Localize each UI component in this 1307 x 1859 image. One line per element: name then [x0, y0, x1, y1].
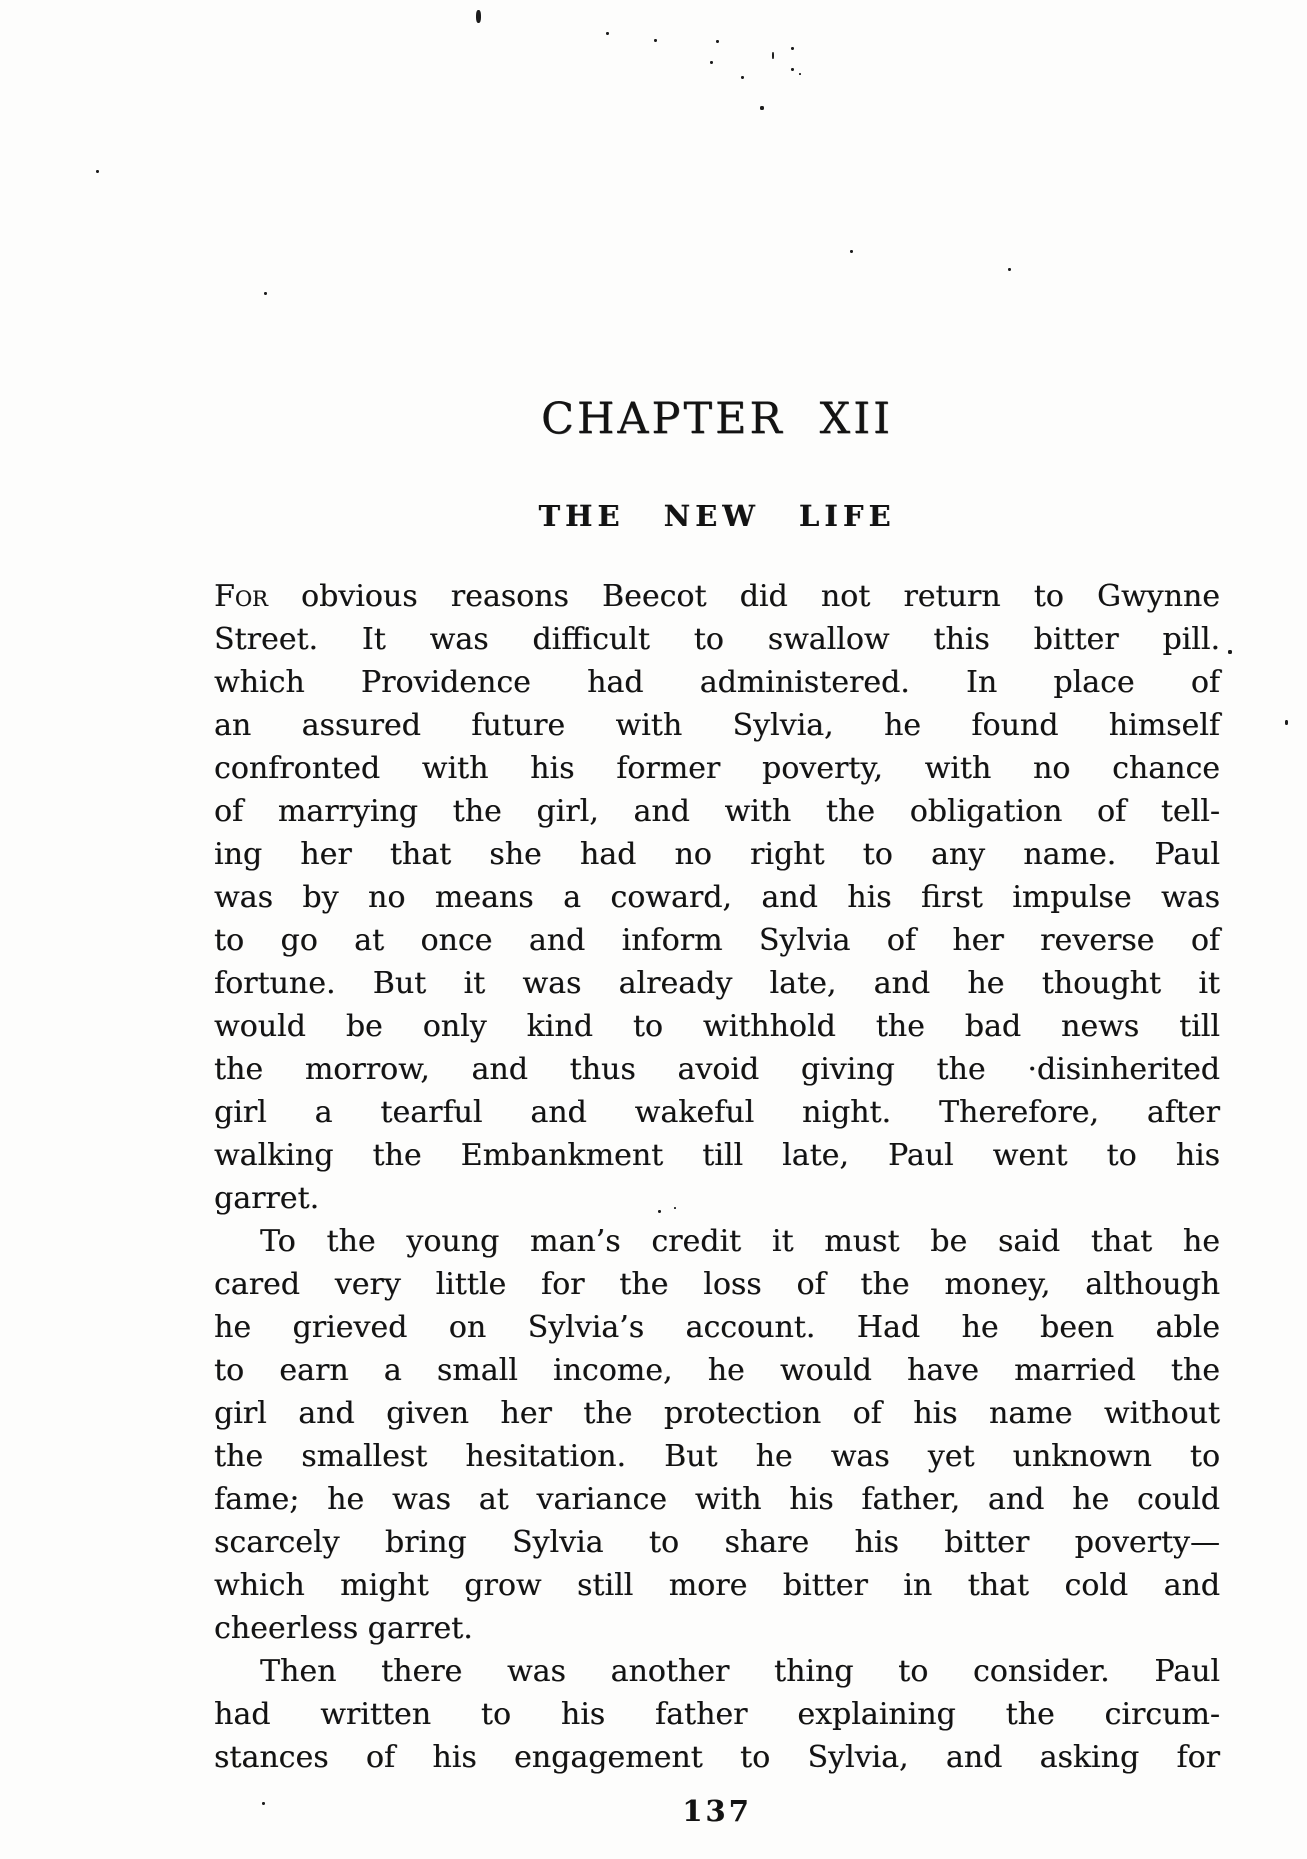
paragraph: [214, 1650, 1220, 1779]
text-line: fame; he was at variance with his father, and he could: [214, 1482, 1220, 1517]
text-line: an assured future with Sylvia, he found himself: [214, 708, 1220, 743]
text-line: had written to his father explaining the circum-: [214, 1697, 1220, 1732]
scan-speck: [772, 52, 774, 59]
scan-speck: [96, 170, 99, 173]
text-line: cared very little for the loss of the money, although: [214, 1267, 1220, 1302]
scan-speck: [741, 76, 744, 79]
text-line: ing her that she had no right to any name. Paul: [214, 837, 1220, 872]
body-text: [214, 575, 1220, 1779]
scan-speck: [658, 1210, 661, 1213]
page-number: 137: [682, 1794, 752, 1828]
text-line: confronted with his former poverty, with no chance: [214, 751, 1220, 786]
paragraph: [214, 575, 1220, 1220]
text-line: fortune. But it was already late, and he thought it: [214, 966, 1220, 1001]
small-caps-lead: For: [214, 579, 268, 614]
scan-speck: [476, 10, 481, 23]
scan-speck: [791, 47, 794, 50]
text-line: Street. It was difficult to swallow this bitter pill.: [214, 622, 1220, 657]
scan-speck: [760, 106, 764, 110]
scan-speck: [710, 61, 713, 64]
text-line: which might grow still more bitter in that cold and: [214, 1568, 1220, 1603]
scan-speck: [850, 250, 853, 253]
text-line: girl and given her the protection of his name without: [214, 1396, 1220, 1431]
text-line: the smallest hesitation. But he was yet unknown to: [214, 1439, 1220, 1474]
scan-speck: [1008, 268, 1011, 271]
text-line: of marrying the girl, and with the obligation of tell-: [214, 794, 1220, 829]
scan-speck: [654, 39, 657, 42]
text-line: garret.: [214, 1181, 320, 1216]
text-line: girl a tearful and wakeful night. Therefore, after: [214, 1095, 1220, 1130]
text-line: For obvious reasons Beecot did not return to Gwynne: [214, 579, 1220, 614]
scan-speck: [716, 40, 719, 43]
text-line: scarcely bring Sylvia to share his bitter poverty—: [214, 1525, 1220, 1560]
text-line: he grieved on Sylvia’s account. Had he been able: [214, 1310, 1220, 1345]
scan-speck: [674, 1207, 676, 1209]
text-line: stances of his engagement to Sylvia, and asking for: [214, 1740, 1220, 1775]
text-line: which Providence had administered. In place of: [214, 665, 1220, 700]
scan-speck: [791, 68, 794, 71]
text-line: Then there was another thing to consider. Paul: [260, 1654, 1220, 1689]
text-line: to earn a small income, he would have married the: [214, 1353, 1220, 1388]
text-line: to go at once and inform Sylvia of her reverse of: [214, 923, 1220, 958]
section-title: THE NEW LIFE: [538, 499, 896, 533]
text-line: was by no means a coward, and his first impulse was: [214, 880, 1220, 915]
scan-speck: [799, 73, 801, 75]
scan-speck: [1285, 720, 1288, 725]
text-line: cheerless garret.: [214, 1611, 473, 1646]
scan-speck: [1228, 650, 1232, 654]
paragraph: [214, 1220, 1220, 1650]
text-line: To the young man’s credit it must be said that he: [260, 1224, 1220, 1259]
scan-speck: [264, 292, 267, 295]
chapter-heading: CHAPTER XII: [540, 394, 894, 444]
text-line: walking the Embankment till late, Paul went to his: [214, 1138, 1220, 1173]
text-line: would be only kind to withhold the bad news till: [214, 1009, 1220, 1044]
scan-speck: [262, 1802, 265, 1805]
text-line: the morrow, and thus avoid giving the ·disinherited: [214, 1052, 1220, 1087]
scan-speck: [606, 32, 609, 35]
